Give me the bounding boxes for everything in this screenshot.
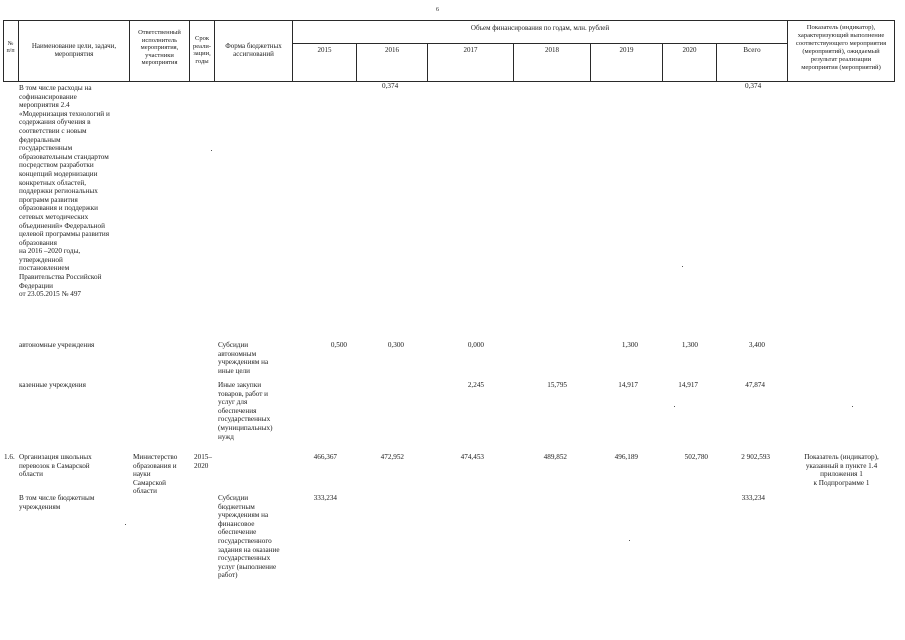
row-3-v2019: 496,189	[614, 453, 638, 461]
row-3-v2020: 502,780	[684, 453, 708, 461]
row-3-exec: Министерство образования и науки Самарской области	[133, 453, 178, 496]
header-subline	[292, 43, 787, 44]
row-4-name: В том числе бюджетным учреждениям	[19, 494, 95, 511]
header-col-form: Форма бюджетных ассигнований	[225, 42, 282, 58]
row-2-total: 47,874	[745, 381, 765, 389]
scan-speck	[629, 540, 630, 541]
row-0-name: В том числе расходы на софинансирование мероприятия 2.4 «Модернизация технологий и содержания обучения в соответствии с новым федеральным государственным образовательным стандартом посредством разработки концепций модернизации конкретных областей, поддержки региональных программ развития образования и поддержки сетевых методических объединений» Федеральной целевой программы развития образования на 2016 –2020 годы, утвержденной постановлением Правительства Российской Федерации от 23.05.2015 № 497	[19, 84, 110, 299]
row-2-v2018: 15,795	[547, 381, 567, 389]
row-3-total: 2 902,593	[741, 453, 770, 461]
header-col-indicator: Показатель (индикатор), характеризующий выполнение соответствующего мероприятия (мероприятий), ожидаемый результат реализации мероприятия (мероприятий)	[795, 24, 887, 71]
row-1-v2015: 0,500	[330, 341, 347, 349]
row-3-v2017: 474,453	[460, 453, 484, 461]
header-year-2019: 2019	[619, 46, 634, 54]
header-year-2015: 2015	[317, 46, 332, 54]
scan-speck	[674, 406, 675, 407]
row-1-v2019: 1,300	[621, 341, 638, 349]
row-3-name: Организация школьных перевозок в Самарской области	[19, 453, 92, 479]
row-0-total: 0,374	[745, 82, 762, 90]
row-2-v2019: 14,917	[618, 381, 638, 389]
row-1-total: 3,400	[748, 341, 765, 349]
scan-speck	[682, 266, 683, 267]
row-2-v2020: 14,917	[678, 381, 698, 389]
header-year-2018: 2018	[545, 46, 559, 54]
scan-speck	[211, 150, 212, 151]
header-col-volume: Объем финансирования по годам, млн. рублей	[470, 24, 610, 32]
header-year-2017: 2017	[463, 46, 478, 54]
row-3-v2016: 472,952	[380, 453, 404, 461]
page-number: 6	[436, 7, 439, 13]
row-4-form: Субсидии бюджетным учреждениям на финансовое обеспечение государственного задания на оказание государственных услуг (выполнение работ)	[218, 494, 280, 580]
row-3-v2015: 466,367	[313, 453, 337, 461]
header-year-2020: 2020	[682, 46, 697, 54]
row-1-name: автономные учреждения	[19, 341, 95, 349]
row-3-indicator: Показатель (индикатор), указанный в пункте 1.4 приложения 1 к Подпрограмме 1	[804, 453, 879, 487]
header-col-num: № п/п	[6, 41, 15, 54]
header-col-term: Срок реали- зации, годы	[192, 35, 212, 65]
row-1-form: Субсидии автономным учреждениям на иные цели	[218, 341, 269, 375]
row-0-v2016: 0,374	[382, 82, 399, 90]
row-4-v2015: 333,234	[313, 494, 337, 502]
row-4-total: 333,234	[741, 494, 765, 502]
row-3-num: 1.6.	[4, 453, 15, 461]
row-1-v2017: 0,000	[467, 341, 484, 349]
row-2-name: казенные учреждения	[19, 381, 86, 389]
header-year-2016: 2016	[385, 46, 399, 54]
header-col-name: Наименование цели, задачи, мероприятия	[31, 42, 117, 58]
header-col-exec: Ответственный исполнитель мероприятия, участники мероприятия	[138, 29, 181, 67]
row-3-v2018: 489,852	[543, 453, 567, 461]
row-1-v2020: 1,300	[681, 341, 698, 349]
scan-speck	[125, 524, 126, 525]
scan-speck	[852, 406, 853, 407]
row-1-v2016: 0,300	[387, 341, 404, 349]
row-3-term: 2015– 2020	[194, 453, 212, 470]
header-year-total: Всего	[743, 46, 761, 54]
row-2-form: Иные закупки товаров, работ и услуг для обеспечения государственных (муниципальных) нужд	[218, 381, 273, 441]
row-2-v2017: 2,245	[467, 381, 484, 389]
